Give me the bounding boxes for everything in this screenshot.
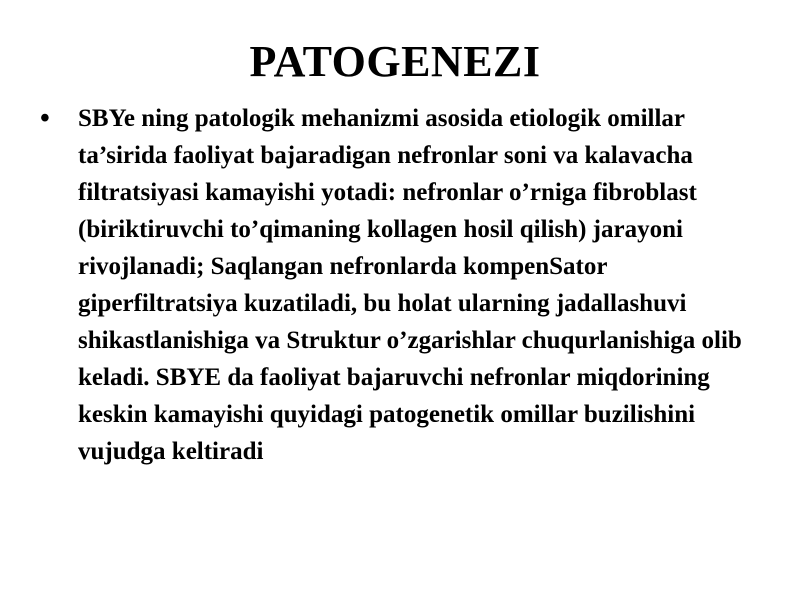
bullet-icon: • [40, 103, 50, 134]
bullet-text: SBYe ning patologik mehanizmi asosida etiologik omillar ta’sirida faoliyat bajaradigan nefronlar soni va kalavacha filtratsiyasi kamayishi yotadi: nefronlar o’rniga fibroblast (biriktiruvchi to’qimaning kollagen hosil qilish) jarayoni rivojlanadi; Saqlangan nefronlarda kompenSator giperfiltratsiya kuzatiladi, bu holat ularning jadallashuvi shikastlanishiga va Struktur o’zgarishlar chuqurlanishiga olib keladi. SBYE da faoliyat bajaruvchi nefronlar miqdorining keskin kamayishi quyidagi patogenetik omillar buzilishini vujudga keltiradi [78, 105, 742, 465]
slide-title: PATOGENEZI [249, 37, 541, 86]
bullet-item [40, 100, 770, 470]
slide-content [40, 100, 770, 470]
